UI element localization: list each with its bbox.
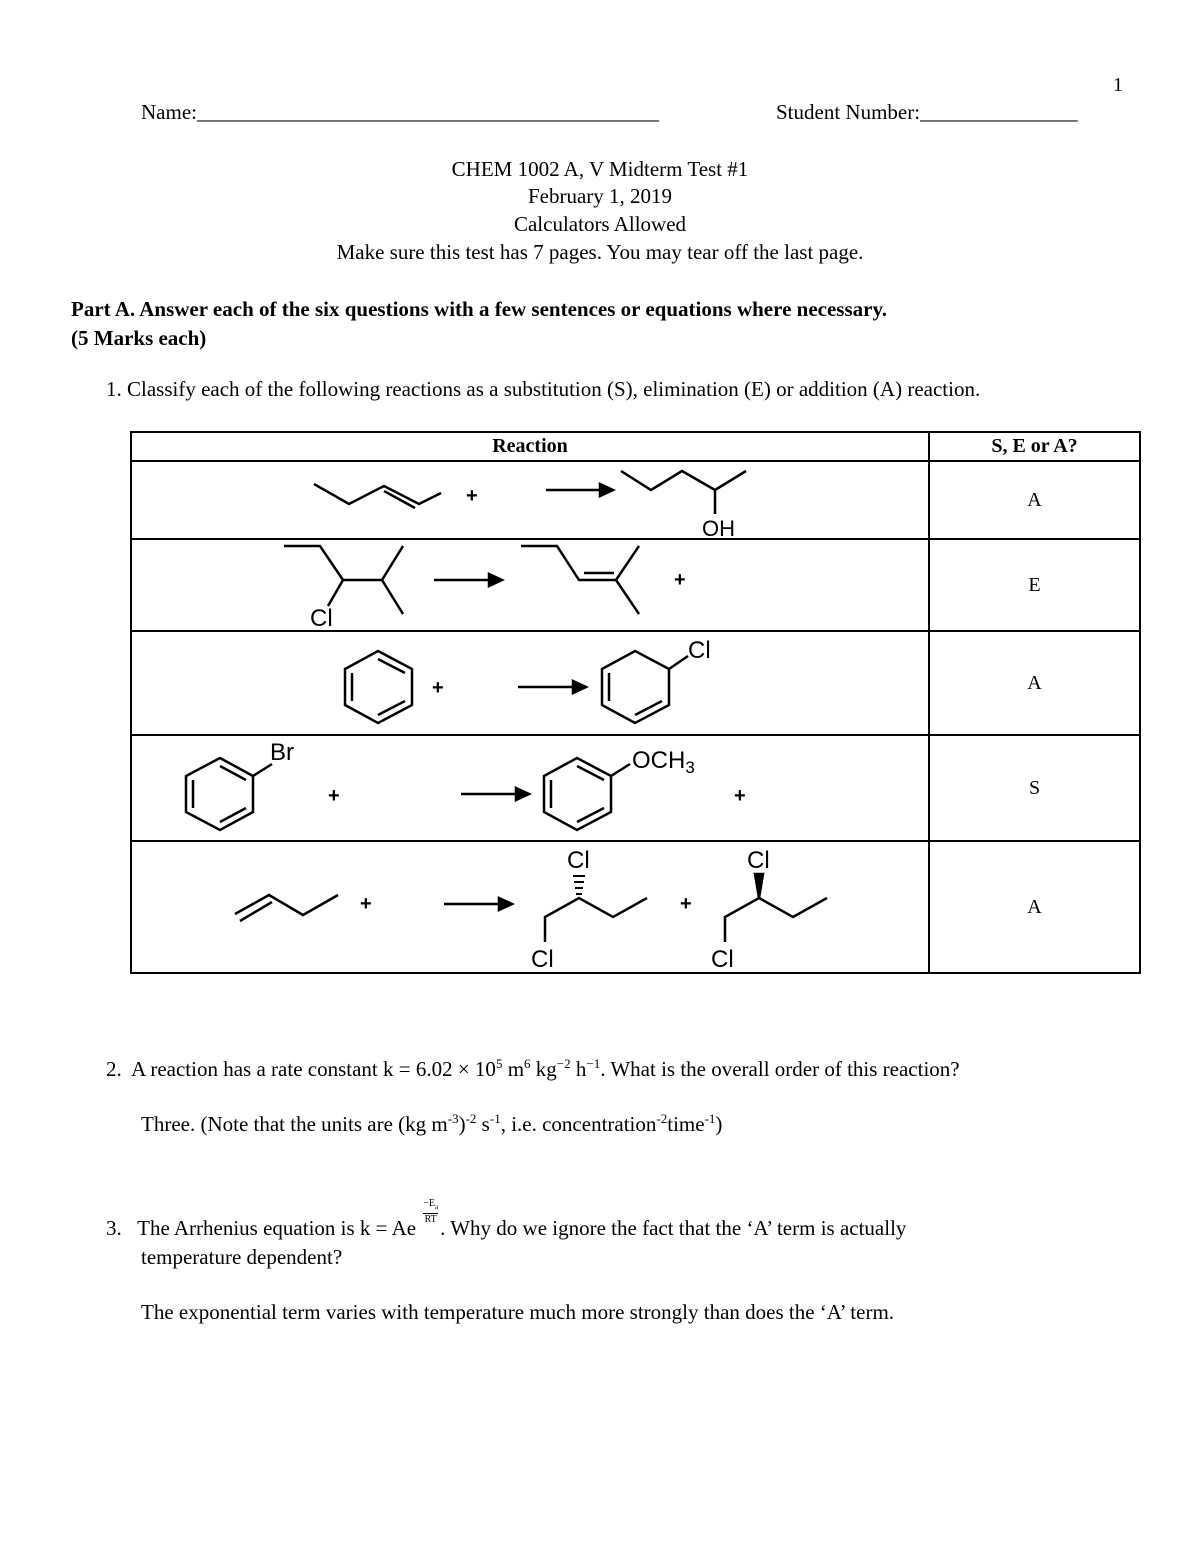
reaction-5-cell: [131, 841, 929, 973]
hydroxyl-label: OH: [702, 516, 735, 538]
chlorine-label: Cl: [711, 946, 734, 972]
methoxy-subscript: 3: [685, 758, 695, 777]
q2-text-e: . What is the overall order of this reaction?: [600, 1057, 960, 1081]
arrhenius-base: k = Ae: [359, 1216, 417, 1240]
question-2: [106, 1056, 960, 1082]
reaction-arrow-head: [516, 788, 529, 800]
q2-ans-exp2: -2: [465, 1111, 477, 1126]
page-count-note: Make sure this test has 7 pages. You may tear off the last page.: [336, 240, 864, 264]
table-header-row: [131, 432, 1140, 461]
bromine-label: Br: [270, 739, 294, 766]
page-number: 1: [1113, 74, 1123, 96]
reaction-2-scheme: [132, 540, 928, 630]
column-header-reaction: Reaction: [131, 432, 929, 461]
q2-ans-d: , i.e. concentration: [500, 1112, 657, 1136]
reaction-arrow-head: [489, 574, 502, 586]
question-2-answer: [141, 1111, 722, 1137]
course-title: CHEM 1002 A, V Midterm Test #1: [451, 157, 749, 181]
q3-text-a: The Arrhenius equation is: [137, 1216, 360, 1240]
exponent-numerator: −E: [423, 1198, 435, 1209]
chlorine-label: Cl: [688, 637, 711, 664]
plus-sign: +: [674, 569, 686, 591]
q2-ans-a: Three. (Note that the units are (kg m: [141, 1112, 448, 1136]
q2-exp2: 6: [524, 1056, 531, 1071]
answer-1: A: [929, 461, 1140, 539]
table-row: [131, 631, 1140, 735]
reaction-4-cell: [131, 735, 929, 841]
reaction-2-cell: [131, 539, 929, 631]
q2-ans-exp5: -1: [704, 1111, 716, 1126]
q2-exp1: 5: [495, 1056, 503, 1071]
reaction-5-scheme: [132, 842, 928, 972]
chloroalkane-skeleton: [284, 546, 403, 580]
chlorine-label: Cl: [531, 946, 554, 972]
answer-3: A: [929, 631, 1140, 735]
question-3-text-continued: temperature dependent?: [141, 1245, 343, 1269]
reaction-1-scheme: [132, 462, 928, 538]
plus-sign: +: [466, 485, 478, 507]
reaction-3-cell: [131, 631, 929, 735]
reaction-arrow-head: [573, 681, 586, 693]
name-field-label: Name:____________________________________________: [141, 100, 659, 124]
alkene-skeleton: [521, 546, 639, 580]
wedge-bond: [755, 874, 763, 898]
plus-sign: +: [432, 677, 444, 699]
question-3-answer: The exponential term varies with temperature much more strongly than does the ‘A’ term.: [141, 1300, 895, 1324]
q2-ans-c: s: [476, 1112, 490, 1136]
student-number-field-label: Student Number:_______________: [776, 100, 1078, 124]
column-header-answer: S, E or A?: [929, 432, 1140, 461]
question-3-number: 3.: [106, 1216, 122, 1240]
q3-text-b: . Why do we ignore the fact that the ‘A’ term is actually: [440, 1216, 907, 1240]
table-row: [131, 539, 1140, 631]
part-a-instructions: Part A. Answer each of the six questions with a few sentences or equations where necessary.: [71, 297, 888, 321]
question-3: [106, 1198, 907, 1241]
reaction-arrow-head: [600, 484, 613, 496]
answer-4: S: [929, 735, 1140, 841]
bromobenzene-ring: [186, 758, 253, 830]
q2-ans-e: time: [667, 1112, 705, 1136]
dichloride-skeleton-1: [545, 898, 647, 942]
test-date: February 1, 2019: [527, 184, 673, 208]
q2-ans-exp3: -1: [489, 1111, 501, 1126]
arrhenius-exponent: [423, 1198, 438, 1225]
arrhenius-equation: [359, 1198, 439, 1241]
q2-text-c: kg: [530, 1057, 557, 1081]
exponent-numerator-sub: a: [434, 1203, 439, 1211]
q2-ans-b: ): [458, 1112, 466, 1136]
q2-text-d: h: [570, 1057, 587, 1081]
double-bond-line: [240, 902, 272, 921]
chlorine-label: Cl: [567, 847, 590, 874]
pentanol-skeleton: [621, 471, 746, 490]
reaction-1-cell: [131, 461, 929, 539]
q2-exp3: −2: [556, 1056, 571, 1071]
table-row: [131, 461, 1140, 539]
methoxy-label: [632, 747, 695, 777]
cyclohexadiene-ring: [602, 651, 669, 723]
chlorine-label: Cl: [747, 847, 770, 874]
benzene-ring: [345, 651, 412, 723]
calculators-note: Calculators Allowed: [513, 212, 687, 236]
question-2-text: [131, 1057, 960, 1081]
plus-sign: +: [680, 893, 692, 915]
plus-sign: +: [328, 785, 340, 807]
exponent-denominator: RT: [424, 1214, 437, 1225]
table-row: [131, 841, 1140, 973]
q2-ans-exp4: -2: [656, 1111, 668, 1126]
reaction-3-scheme: [132, 632, 928, 734]
table-row: [131, 735, 1140, 841]
reaction-arrow-head: [499, 898, 512, 910]
plus-sign: +: [360, 893, 372, 915]
q2-text-b: m: [502, 1057, 525, 1081]
q2-text-a: A reaction has a rate constant k = 6.02 × 10: [131, 1057, 496, 1081]
q2-ans-f: ): [715, 1112, 723, 1136]
methoxy-label-text: OCH: [632, 747, 686, 774]
reaction-4-scheme: [132, 736, 928, 840]
plus-sign: +: [734, 785, 746, 807]
hashed-bond: [573, 876, 585, 894]
part-a-marks: (5 Marks each): [71, 326, 207, 350]
answer-2: E: [929, 539, 1140, 631]
question-1-text: 1. Classify each of the following reactions as a substitution (S), elimination (E) or addition (A) reaction.: [106, 377, 981, 401]
answer-5: A: [929, 841, 1140, 973]
question-2-number: 2.: [106, 1057, 122, 1081]
pentene-skeleton: [314, 484, 441, 504]
anisole-ring: [544, 758, 611, 830]
q2-exp4: −1: [586, 1056, 601, 1071]
chlorine-label: Cl: [310, 605, 333, 630]
butene-skeleton: [235, 895, 338, 915]
part-a-heading: [71, 295, 887, 353]
q2-ans-exp1: -3: [447, 1111, 459, 1126]
reaction-table: [130, 431, 1141, 974]
dichloride-skeleton-2: [725, 898, 827, 942]
